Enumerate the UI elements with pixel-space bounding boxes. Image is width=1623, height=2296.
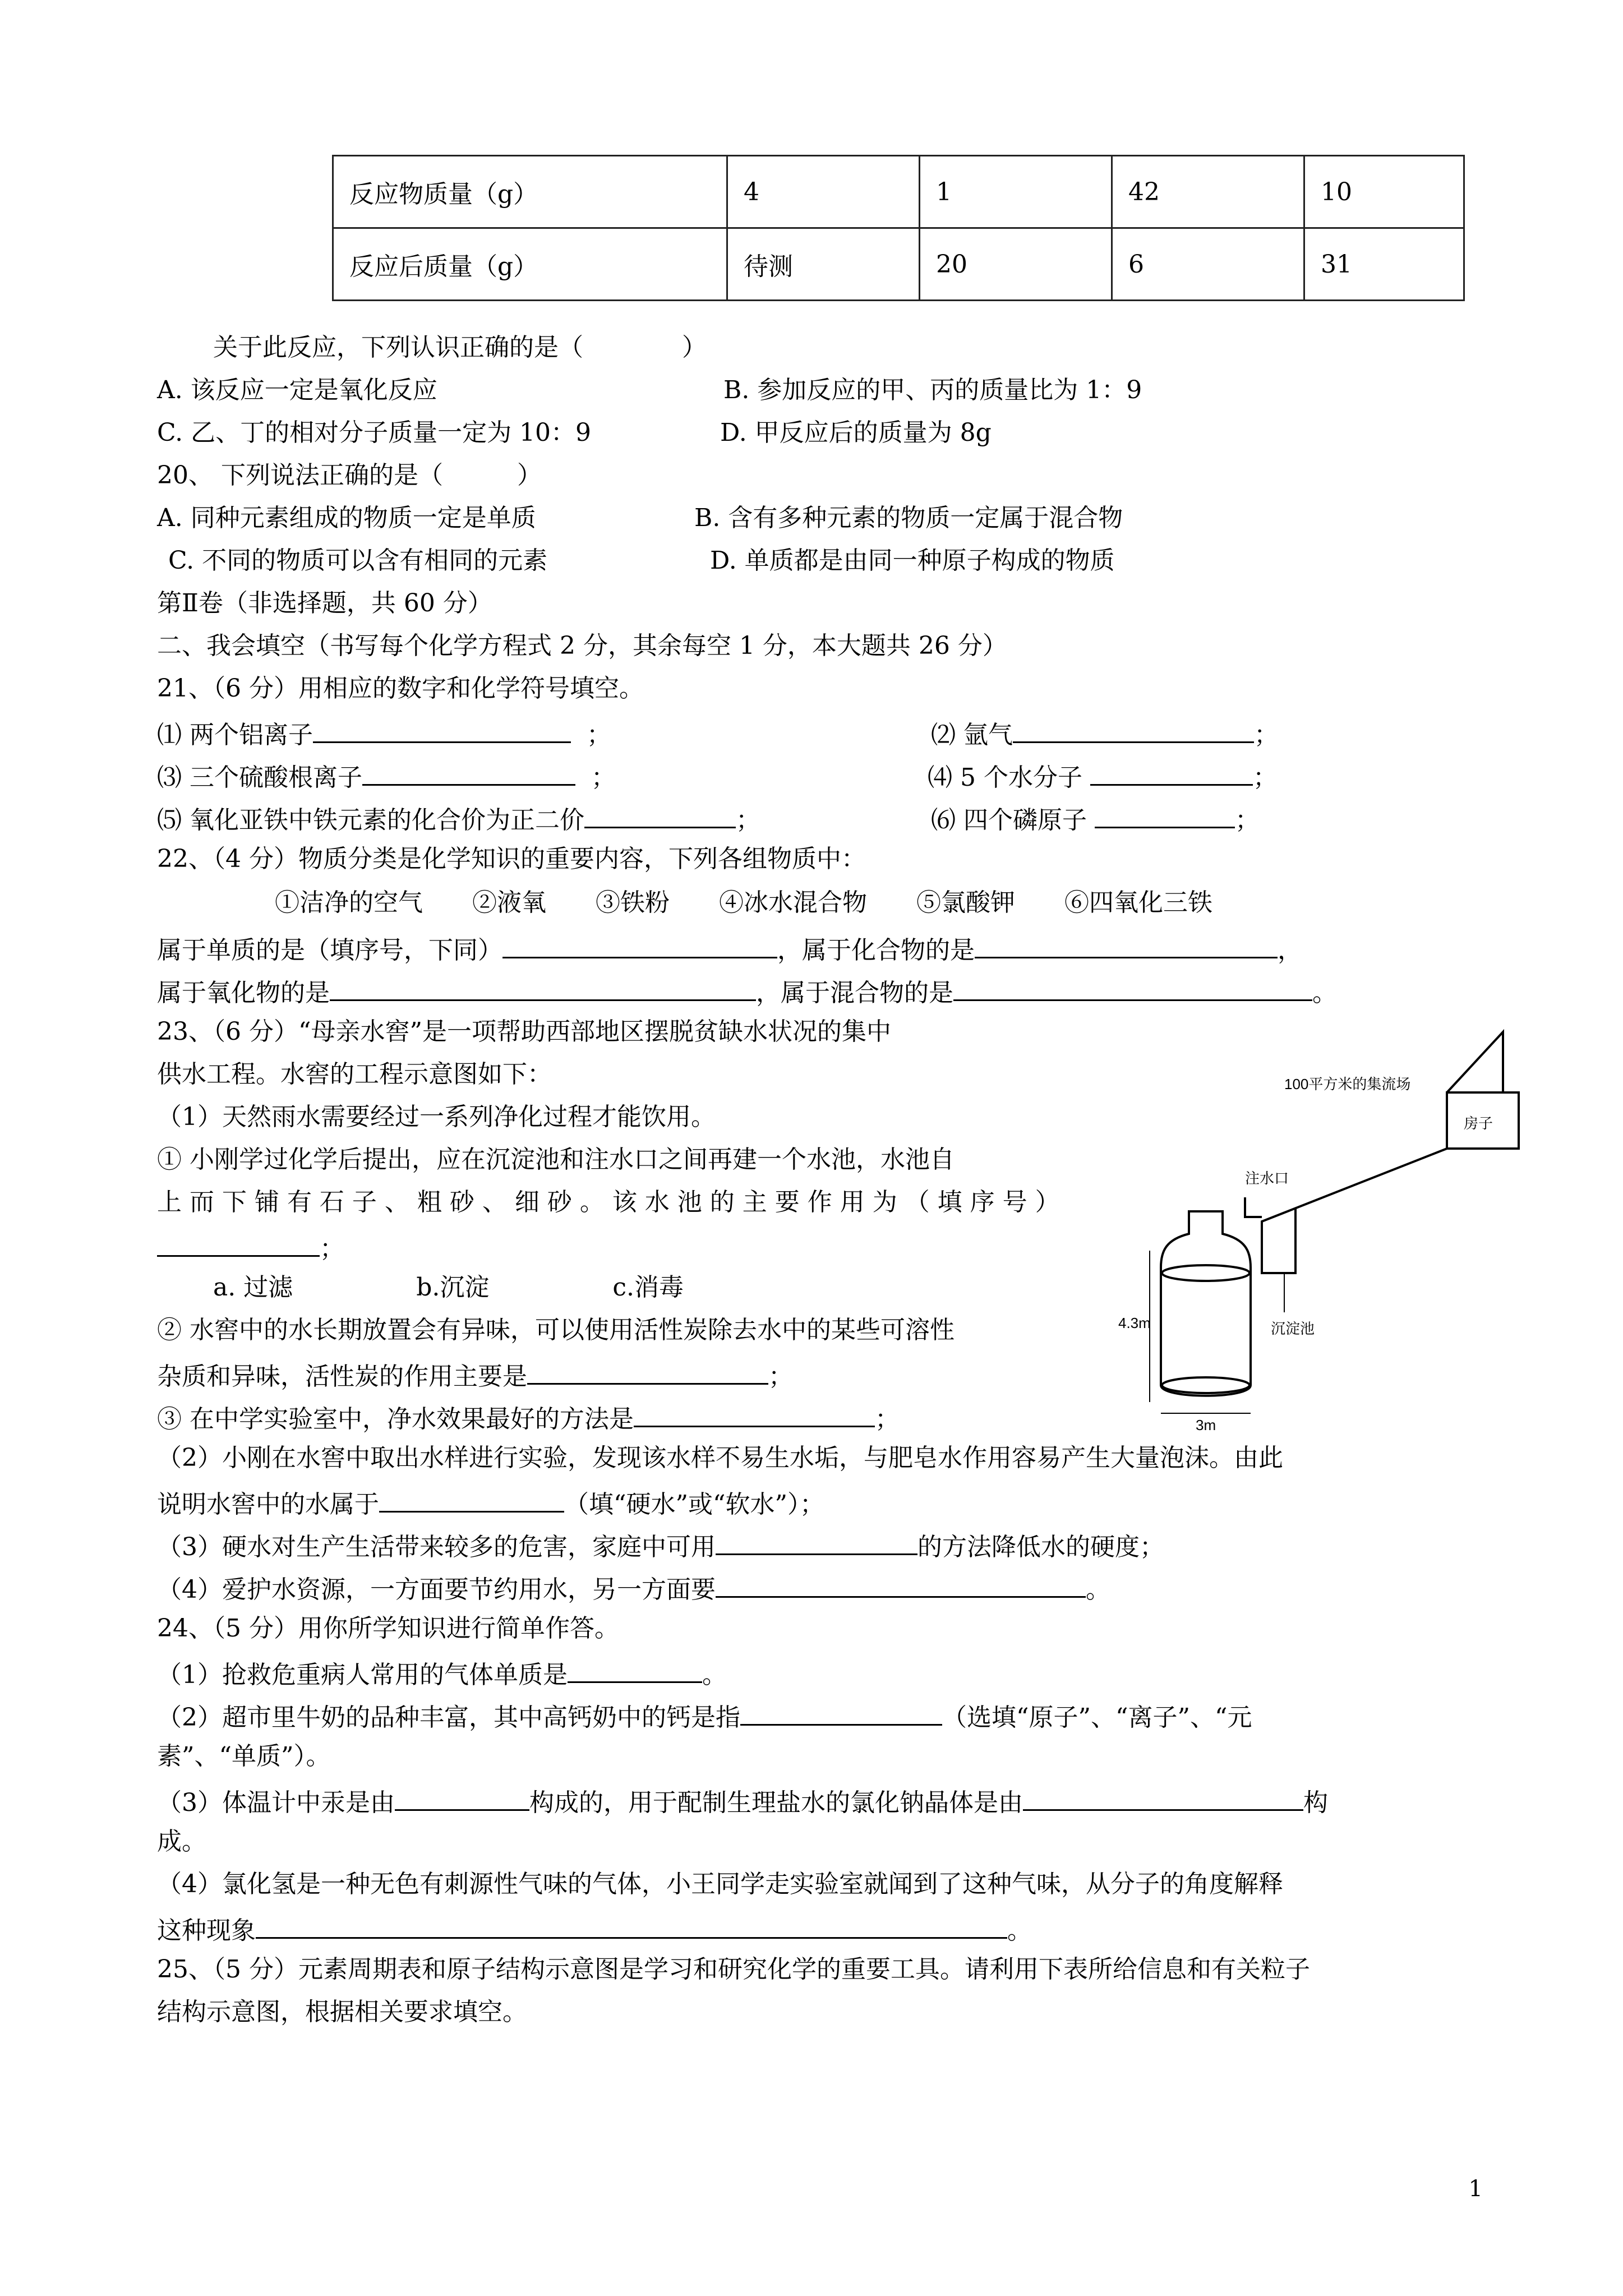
house-roof bbox=[1447, 1032, 1503, 1092]
q21-item5-label: ⑸ 氧化亚铁中铁元素的化合价为正二价 bbox=[157, 806, 584, 835]
q21-item4-label: ⑷ 5 个水分子 bbox=[928, 763, 1082, 792]
table-cell: 20 bbox=[920, 228, 1112, 301]
sedimentation-tank bbox=[1262, 1207, 1295, 1273]
table-cell: 4 bbox=[727, 156, 920, 228]
q21-item5 bbox=[157, 800, 760, 837]
text: ； bbox=[875, 1405, 900, 1433]
q20-option-b: B. 含有多种元素的物质一定属于混合物 bbox=[694, 504, 1123, 532]
answer-blank[interactable] bbox=[716, 1569, 1086, 1598]
answer-blank[interactable] bbox=[362, 757, 575, 786]
q24-line3b: 成。 bbox=[157, 1827, 206, 1856]
q22-stem: 22、（4 分）物质分类是化学知识的重要内容，下列各组物质中： bbox=[157, 845, 866, 873]
semicolon: ； bbox=[736, 806, 760, 835]
q23-line6 bbox=[157, 1228, 344, 1266]
text: 说明水窖中的水属于 bbox=[157, 1490, 379, 1519]
text: 。 bbox=[1086, 1575, 1110, 1604]
section2-title: 第Ⅱ卷（非选择题，共 60 分） bbox=[157, 589, 492, 617]
q20-option-a: A. 同种元素组成的物质一定是单质 bbox=[157, 504, 536, 532]
text: ； bbox=[320, 1234, 344, 1263]
table-row bbox=[333, 156, 1464, 228]
q21-item1-label: ⑴ 两个铝离子 bbox=[157, 721, 313, 749]
text: ，属于混合物的是 bbox=[756, 979, 953, 1007]
q19-option-d: D. 甲反应后的质量为 8g bbox=[720, 418, 992, 447]
text: 属于氧化物的是 bbox=[157, 979, 330, 1007]
text: 这种现象 bbox=[157, 1916, 256, 1945]
text: ③ 在中学实验室中，净水效果最好的方法是 bbox=[157, 1405, 634, 1433]
semicolon: ； bbox=[591, 763, 616, 792]
text: 。 bbox=[1312, 979, 1337, 1007]
text: 构成的，用于配制生理盐水的氯化钠晶体是由 bbox=[529, 1788, 1023, 1817]
answer-blank[interactable] bbox=[1013, 714, 1254, 743]
answer-blank[interactable] bbox=[313, 714, 571, 743]
table-cell: 6 bbox=[1112, 228, 1304, 301]
q23-line12 bbox=[157, 1527, 1164, 1564]
q23-line13 bbox=[157, 1569, 1110, 1607]
mass-table bbox=[332, 155, 1465, 301]
q23-line3: （1）天然雨水需要经过一系列净化过程才能饮用。 bbox=[157, 1103, 716, 1131]
q20-stem: 20、 下列说法正确的是（ ） bbox=[157, 461, 542, 490]
table-cell: 待测 bbox=[727, 228, 920, 301]
field-label: 100平方米的集流场 bbox=[1284, 1076, 1411, 1092]
q25-line1: 25、（5 分）元素周期表和原子结构示意图是学习和研究化学的重要工具。请利用下表所给信息和有关粒子 bbox=[157, 1955, 1310, 1984]
text: （3）体温计中汞是由 bbox=[157, 1788, 395, 1817]
text: （4）爱护水资源，一方面要节约用水，另一方面要 bbox=[157, 1575, 716, 1604]
q22-items: ①洁净的空气 ②液氧 ③铁粉 ④冰水混合物 ⑤氯酸钾 ⑥四氧化三铁 bbox=[275, 888, 1212, 917]
answer-blank[interactable] bbox=[953, 972, 1312, 1001]
inlet-pipe bbox=[1245, 1197, 1262, 1217]
q24-line2 bbox=[157, 1697, 1252, 1735]
q19-stem: 关于此反应，下列认识正确的是（ ） bbox=[213, 333, 707, 362]
semicolon: ； bbox=[1254, 721, 1279, 749]
tank-label: 沉淀池 bbox=[1271, 1320, 1315, 1337]
text: （2）超市里牛奶的品种丰富，其中高钙奶中的钙是指 bbox=[157, 1703, 740, 1732]
answer-blank[interactable] bbox=[740, 1697, 942, 1726]
q21-stem: 21、（6 分）用相应的数字和化学符号填空。 bbox=[157, 674, 644, 703]
q21-item3 bbox=[157, 757, 616, 795]
text: 。 bbox=[702, 1661, 727, 1689]
table-cell: 42 bbox=[1112, 156, 1304, 228]
q20-option-c: C. 不同的物质可以含有相同的元素 bbox=[168, 546, 548, 575]
answer-blank[interactable] bbox=[1090, 757, 1253, 786]
inlet-label: 注水口 bbox=[1245, 1170, 1289, 1187]
part2-title: 二、我会填空（书写每个化学方程式 2 分，其余每空 1 分，本大题共 26 分） bbox=[157, 631, 1007, 660]
bottle-tank bbox=[1161, 1211, 1251, 1396]
q19-option-c: C. 乙、丁的相对分子质量一定为 10：9 bbox=[157, 418, 592, 447]
q22-line2 bbox=[157, 972, 1337, 1010]
answer-blank[interactable] bbox=[1023, 1782, 1303, 1811]
table-cell: 1 bbox=[920, 156, 1112, 228]
q23-line2: 供水工程。水窖的工程示意图如下： bbox=[157, 1060, 552, 1089]
q23-line5: 上 而 下 铺 有 石 子 、 粗 砂 、 细 砂 。 该 水 池 的 主 要 作 用 为 （ 填 序 号 ） bbox=[157, 1188, 1060, 1216]
q21-item2 bbox=[931, 714, 1279, 752]
q23-options: a. 过滤 b.沉淀 c.消毒 bbox=[213, 1273, 684, 1302]
text: ； bbox=[768, 1362, 793, 1391]
q21-item4 bbox=[928, 757, 1278, 795]
text: 。 bbox=[1007, 1916, 1032, 1945]
answer-blank[interactable] bbox=[975, 930, 1278, 958]
text: （填“硬水”或“软水”）； bbox=[564, 1490, 824, 1519]
answer-blank[interactable] bbox=[330, 972, 756, 1001]
answer-blank[interactable] bbox=[568, 1654, 702, 1683]
text: （选填“原子”、“离子”、“元 bbox=[942, 1703, 1252, 1732]
q24-line2b: 素”、“单质”）。 bbox=[157, 1742, 331, 1771]
semicolon: ； bbox=[586, 721, 611, 749]
table-cell: 10 bbox=[1304, 156, 1464, 228]
q24-line1 bbox=[157, 1654, 727, 1692]
answer-blank[interactable] bbox=[634, 1399, 875, 1427]
q21-item3-label: ⑶ 三个硫酸根离子 bbox=[157, 763, 362, 792]
text: （3）硬水对生产生活带来较多的危害，家庭中可用 bbox=[157, 1533, 716, 1561]
q22-line1 bbox=[157, 930, 1302, 967]
page-number: 1 bbox=[1468, 2176, 1483, 2202]
table-cell: 反应后质量（g） bbox=[333, 228, 727, 301]
text: 的方法降低水的硬度； bbox=[917, 1533, 1164, 1561]
semicolon: ； bbox=[1235, 806, 1260, 835]
q21-item6-label: ⑹ 四个磷原子 bbox=[931, 806, 1087, 835]
q24-stem: 24、（5 分）用你所学知识进行简单作答。 bbox=[157, 1614, 619, 1643]
answer-blank[interactable] bbox=[502, 930, 777, 958]
q25-line2: 结构示意图，根据相关要求填空。 bbox=[157, 1998, 527, 2026]
q23-line4: ① 小刚学过化学后提出，应在沉淀池和注水口之间再建一个水池，水池自 bbox=[157, 1145, 955, 1174]
semicolon: ； bbox=[1252, 763, 1278, 792]
text: 属于单质的是（填序号，下同） bbox=[157, 936, 502, 965]
table-cell: 反应物质量（g） bbox=[333, 156, 727, 228]
answer-blank[interactable] bbox=[395, 1782, 529, 1811]
tank-ring-bottom bbox=[1162, 1377, 1249, 1393]
q23-line9 bbox=[157, 1399, 900, 1436]
width-label: 3m bbox=[1196, 1417, 1216, 1433]
q21-item1 bbox=[157, 714, 611, 752]
q19-option-b: B. 参加反应的甲、丙的质量比为 1：9 bbox=[723, 376, 1142, 404]
q24-line4b bbox=[157, 1910, 1032, 1948]
text: 构 bbox=[1303, 1788, 1328, 1817]
q21-item6 bbox=[931, 800, 1260, 837]
q21-item2-label: ⑵ 氩气 bbox=[931, 721, 1013, 749]
answer-blank[interactable] bbox=[527, 1356, 768, 1385]
answer-blank[interactable] bbox=[157, 1228, 320, 1257]
q23-line7: ② 水窖中的水长期放置会有异味，可以使用活性炭除去水中的某些可溶性 bbox=[157, 1316, 955, 1344]
answer-blank[interactable] bbox=[584, 800, 736, 828]
height-label: 4.3m bbox=[1118, 1315, 1151, 1331]
q23-line8 bbox=[157, 1356, 793, 1394]
tank-ring-top bbox=[1162, 1265, 1249, 1281]
text: ， bbox=[1278, 936, 1302, 965]
q23-line1: 23、（6 分）“母亲水窖”是一项帮助西部地区摆脱贫缺水状况的集中 bbox=[157, 1017, 891, 1046]
table-cell: 31 bbox=[1304, 228, 1464, 301]
house-label: 房子 bbox=[1464, 1115, 1493, 1132]
answer-blank[interactable] bbox=[379, 1484, 564, 1513]
answer-blank[interactable] bbox=[1095, 800, 1235, 828]
q20-option-d: D. 单质都是由同一种原子构成的物质 bbox=[710, 546, 1115, 575]
answer-blank[interactable] bbox=[716, 1527, 917, 1555]
text: 杂质和异味，活性炭的作用主要是 bbox=[157, 1362, 527, 1391]
q23-line10: （2）小刚在水窖中取出水样进行实验，发现该水样不易生水垢，与肥皂水作用容易产生大量泡沫。由此 bbox=[157, 1444, 1283, 1472]
collection-field-slope bbox=[1262, 1149, 1447, 1245]
water-cellar-diagram bbox=[1118, 1026, 1537, 1433]
text: （1）抢救危重病人常用的气体单质是 bbox=[157, 1661, 568, 1689]
q24-line3 bbox=[157, 1782, 1328, 1820]
table-row bbox=[333, 228, 1464, 301]
q19-option-a: A. 该反应一定是氧化反应 bbox=[157, 376, 437, 404]
q23-line11 bbox=[157, 1484, 824, 1522]
answer-blank[interactable] bbox=[256, 1910, 1007, 1939]
q24-line4: （4）氯化氢是一种无色有刺源性气味的气体，小王同学走实验室就闻到了这种气味，从分子的角度解释 bbox=[157, 1870, 1283, 1898]
text: ，属于化合物的是 bbox=[777, 936, 975, 965]
